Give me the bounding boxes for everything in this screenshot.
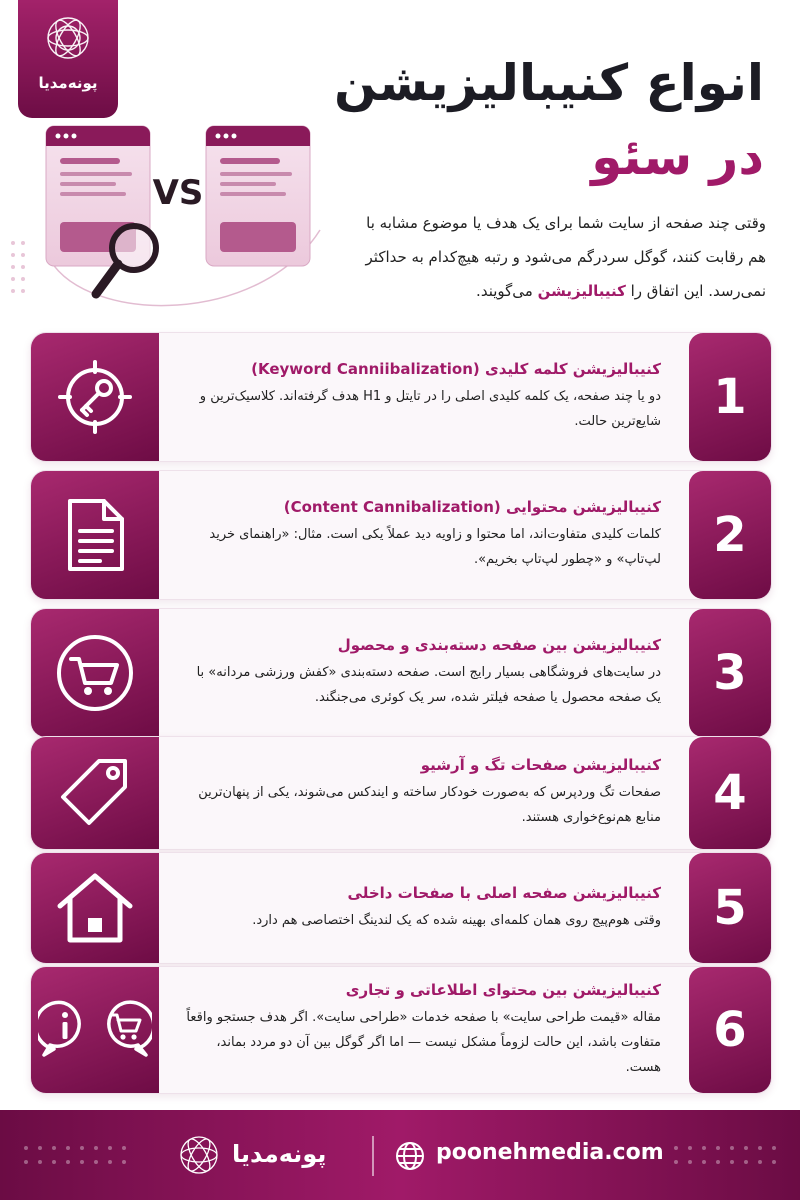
card-text xyxy=(171,737,675,849)
card-number: 6 xyxy=(689,967,771,1093)
home-icon xyxy=(54,870,136,946)
card-description: کلمات کلیدی متفاوت‌اند، اما محتوا و زاویه دید عملاً یکی است. مثال: «راهنمای خرید لپ‌تاپ» و «چطور لپ‌تاپ بخریم». xyxy=(209,527,661,567)
brand-logo-text: پونه‌مدیا xyxy=(38,74,98,92)
card-title: کنیبالیزیشن بین محتوای اطلاعاتی و تجاری xyxy=(345,980,661,999)
card-title: کنیبالیزیشن محتوایی (Content Cannibalization) xyxy=(283,498,661,516)
card-tag-archive-cannibalization xyxy=(30,736,772,850)
card-icon-panel xyxy=(31,737,159,849)
card-title: کنیبالیزیشن صفحه اصلی با صفحات داخلی xyxy=(347,883,661,902)
hero-illustration xyxy=(30,110,330,320)
card-title: کنیبالیزیشن بین صفحه دسته‌بندی و محصول xyxy=(337,636,661,654)
footer-bar xyxy=(0,1110,800,1200)
card-number: 2 xyxy=(689,471,771,599)
card-text xyxy=(171,609,675,737)
card-title: کنیبالیزیشن صفحات تگ و آرشیو xyxy=(420,756,661,774)
card-icon-panel xyxy=(31,609,159,737)
card-number: 1 xyxy=(689,333,771,461)
card-icon-panel xyxy=(31,853,159,963)
card-text xyxy=(171,853,675,963)
footer-brand-name: پونه‌مدیا xyxy=(232,1140,327,1168)
footer-divider xyxy=(372,1136,374,1176)
decorative-dots-icon xyxy=(660,1140,780,1170)
document-icon xyxy=(60,495,130,575)
page-title: انواع کنیبالیزیشن xyxy=(334,54,764,112)
card-keyword-cannibalization xyxy=(30,332,772,462)
tag-icon xyxy=(55,753,135,833)
card-text xyxy=(171,967,675,1093)
cart-icon xyxy=(55,633,135,713)
browser-window-right-icon xyxy=(206,126,310,266)
brand-logo-icon xyxy=(40,10,96,66)
globe-icon xyxy=(394,1140,426,1172)
card-text xyxy=(171,471,675,599)
card-icon-panel xyxy=(31,471,159,599)
card-description: در سایت‌های فروشگاهی بسیار رایج است. صفحه دسته‌بندی «کفش ورزشی مردانه» با یک صفحه محصول یا صفحه فیلتر شده، سر یک کوئری می‌جنگند. xyxy=(196,665,661,705)
card-icon-panel xyxy=(31,333,159,461)
footer-logo-icon xyxy=(176,1132,222,1178)
footer-website-link[interactable]: poonehmedia.com xyxy=(436,1140,664,1165)
key-target-icon xyxy=(56,358,134,436)
page-subtitle: در سئو xyxy=(591,128,764,186)
card-number: 3 xyxy=(689,609,771,737)
card-description: وقتی هوم‌پیج روی همان کلمه‌ای بهینه شده که یک لندینگ اختصاصی هم دارد. xyxy=(252,912,661,928)
decorative-dots-icon xyxy=(8,238,34,298)
card-text xyxy=(171,333,675,461)
brand-logo-tab[interactable] xyxy=(18,0,118,118)
card-home-inner-cannibalization xyxy=(30,852,772,964)
intro-text-end: می‌گویند. xyxy=(476,282,538,300)
card-informational-commercial-cannibalization xyxy=(30,966,772,1094)
vs-label: VS xyxy=(152,173,204,213)
card-icon-panel xyxy=(31,967,159,1093)
card-description: مقاله «قیمت طراحی سایت» با صفحه خدمات «طراحی سایت». اگر هدف جستجو واقعاً متفاوت باشد، این حالت لزوماً مشکل نیست — اما اگر گوگل بین آن دو مردد بماند، هست. xyxy=(186,1009,661,1075)
card-content-cannibalization xyxy=(30,470,772,600)
info-cart-bubbles-icon xyxy=(38,995,152,1065)
card-description: صفحات تگ وردپرس که به‌صورت خودکار ساخته و ایندکس می‌شوند، یکی از پنهان‌ترین منابع هم‌نوع‌خواری هستند. xyxy=(198,785,661,825)
decorative-dots-icon xyxy=(20,1140,140,1170)
card-category-product-cannibalization xyxy=(30,608,772,738)
card-number: 4 xyxy=(689,737,771,849)
card-description: دو یا چند صفحه، یک کلمه کلیدی اصلی را در تایتل و H1 هدف گرفته‌اند. کلاسیک‌ترین و شایع‌ترین حالت. xyxy=(199,389,661,429)
card-number: 5 xyxy=(689,853,771,963)
intro-highlight: کنیبالیزیشن xyxy=(537,282,626,300)
intro-text-start: وقتی چند صفحه از سایت شما برای یک هدف یا موضوع مشابه با هم رقابت کنند، گوگل سردرگم می‌شود و رتبه هیچ‌کدام به حداکثر نمی‌رسد. این اتفاق را xyxy=(365,214,766,300)
intro-paragraph xyxy=(346,206,766,308)
card-title: کنیبالیزیشن کلمه کلیدی (Keyword Canniibalization) xyxy=(251,360,661,378)
